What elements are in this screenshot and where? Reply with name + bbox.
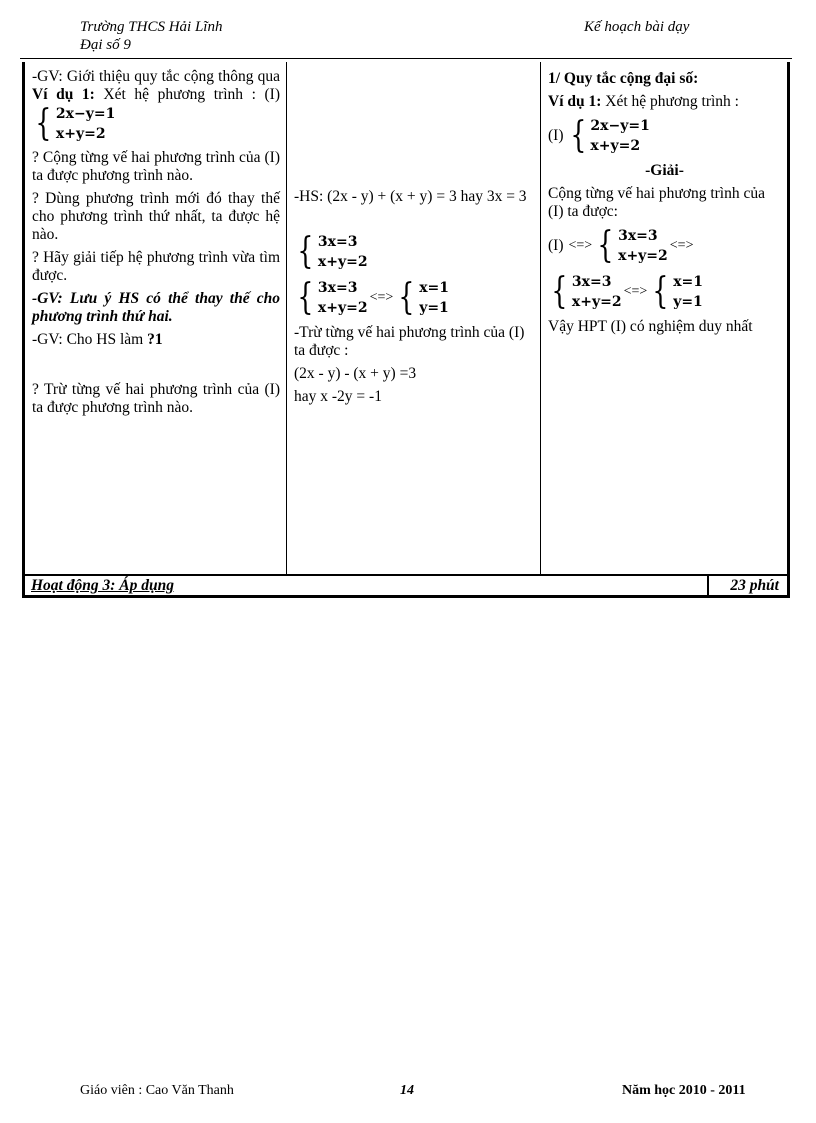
question-substitute: ? Dùng phương trình mới đó thay thế cho phương trình thứ nhất, ta được hệ nào. [32,190,280,243]
added-system: (I) <=> { 3x=3 x+y=2 <=> [548,225,694,266]
solution-label: -Giải- [645,162,684,179]
new-system: { 3x=3 x+y=2 [297,231,368,272]
example-system: (I) { 2x−y=1 x+y=2 [548,115,650,156]
lesson-table [22,62,790,598]
solution-system: { 3x=3 x+y=2 <=> { x=1 y=1 [551,271,704,312]
activity-row [25,576,787,595]
system-I: { 2x−y=1 x+y=2 [35,103,116,144]
content-column [541,62,787,574]
question-solve: ? Hãy giải tiếp hệ phương trình vừa tìm được. [32,249,280,284]
activity-divider [707,576,709,595]
add-text: Cộng từng vế hai phương trình của (I) ta được: [548,185,765,220]
school-year: Năm học 2010 - 2011 [622,1083,746,1098]
gv-intro: -GV: Giới thiệu quy tắc cộng thông qua Ví dụ 1: Xét hệ phương trình : (I) { 2x−y=1 x+y=2 [32,68,280,144]
hs-answer: -HS: (2x - y) + (x + y) = 3 hay 3x = 3 [294,188,527,205]
teacher-task: -GV: Cho HS làm ?1 [32,331,163,348]
system-equivalence: { 3x=3 x+y=2 <=> { x=1 y=1 [297,277,450,318]
activity-time: 23 phút [730,577,779,594]
conclusion: Vậy HPT (I) có nghiệm duy nhất [548,318,753,335]
rule-title: 1/ Quy tắc cộng đại số: [548,70,699,87]
example-line: Ví dụ 1: Xét hệ phương trình : [548,93,739,110]
subtract-text: -Trừ từng vế hai phương trình của (I) ta được : [294,324,525,359]
header-rule [20,58,792,59]
student-column [287,62,541,574]
subject-name: Đại số 9 [80,37,131,53]
subtract-result: hay x -2y = -1 [294,388,382,405]
activity-title: Hoạt động 3: Áp dụng [31,577,174,594]
school-name: Trường THCS Hải Lĩnh [80,19,223,35]
teacher-name: Giáo viên : Cao Văn Thanh [80,1083,234,1098]
teacher-note: -GV: Lưu ý HS có thể thay thế cho phương trình thứ hai. [32,290,280,325]
subtract-equation: (2x - y) - (x + y) =3 [294,365,417,382]
plan-title: Kế hoạch bài dạy [584,19,690,35]
question-subtract: ? Trừ từng vế hai phương trình của (I) ta được phương trình nào. [32,381,280,416]
lesson-row [25,62,787,576]
teacher-column [25,62,287,574]
page-number: 14 [400,1083,414,1098]
question-add: ? Cộng từng vế hai phương trình của (I) ta được phương trình nào. [32,149,280,184]
